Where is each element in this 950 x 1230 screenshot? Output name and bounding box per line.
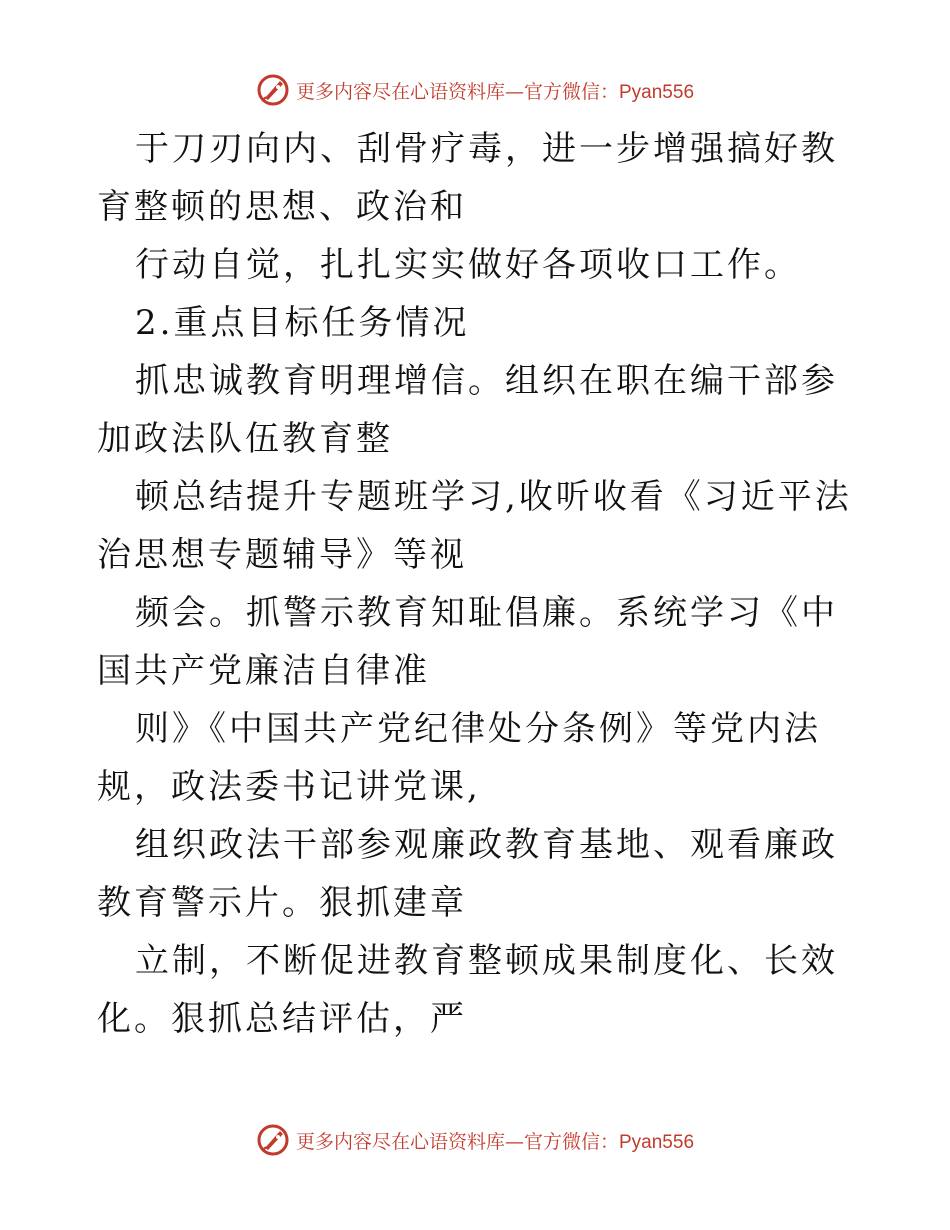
paragraph-1: 于刀刃向内、刮骨疗毒，进一步增强搞好教育整顿的思想、政治和 (97, 129, 838, 227)
paragraph-2: 行动自觉，扎扎实实做好各项收口工作。 (135, 245, 801, 285)
banner-site-name: 更多内容尽在心语资料库 (295, 80, 505, 103)
paragraph-8: 立制，不断促进教育整顿成果制度化、长效化。狠抓总结评估，严 (97, 941, 838, 1039)
banner-site-name: 更多内容尽在心语资料库 (295, 1130, 505, 1153)
banner-wechat-label: 官方微信： (523, 1130, 619, 1153)
footer-banner (0, 1120, 950, 1160)
banner-separator: — (504, 80, 524, 103)
banner-separator: — (504, 1130, 524, 1153)
quill-pen-logo-icon (256, 73, 290, 107)
paragraph-4: 顿总结提升专题班学习,收听收看《习近平法治思想专题辅导》等视 (97, 477, 852, 575)
banner-wechat-id: Pyan556 (619, 81, 695, 103)
banner-text (296, 77, 694, 104)
paragraph-7: 组织政法干部参观廉政教育基地、观看廉政教育警示片。狠抓建章 (97, 825, 838, 923)
quill-pen-logo-icon (256, 1123, 290, 1157)
document-body (97, 120, 857, 1048)
banner-wechat-id: Pyan556 (619, 1131, 695, 1153)
header-banner (0, 70, 950, 110)
paragraph-5: 频会。抓警示教育知耻倡廉。系统学习《中国共产党廉洁自律准 (97, 593, 838, 691)
paragraph-3: 抓忠诚教育明理增信。组织在职在编干部参加政法队伍教育整 (97, 361, 838, 459)
section-heading: 2.重点目标任务情况 (135, 303, 470, 343)
paragraph-6: 则》《中国共产党纪律处分条例》等党内法规，政法委书记讲党课, (97, 709, 821, 807)
banner-wechat-label: 官方微信： (523, 80, 619, 103)
banner-text (296, 1127, 694, 1154)
